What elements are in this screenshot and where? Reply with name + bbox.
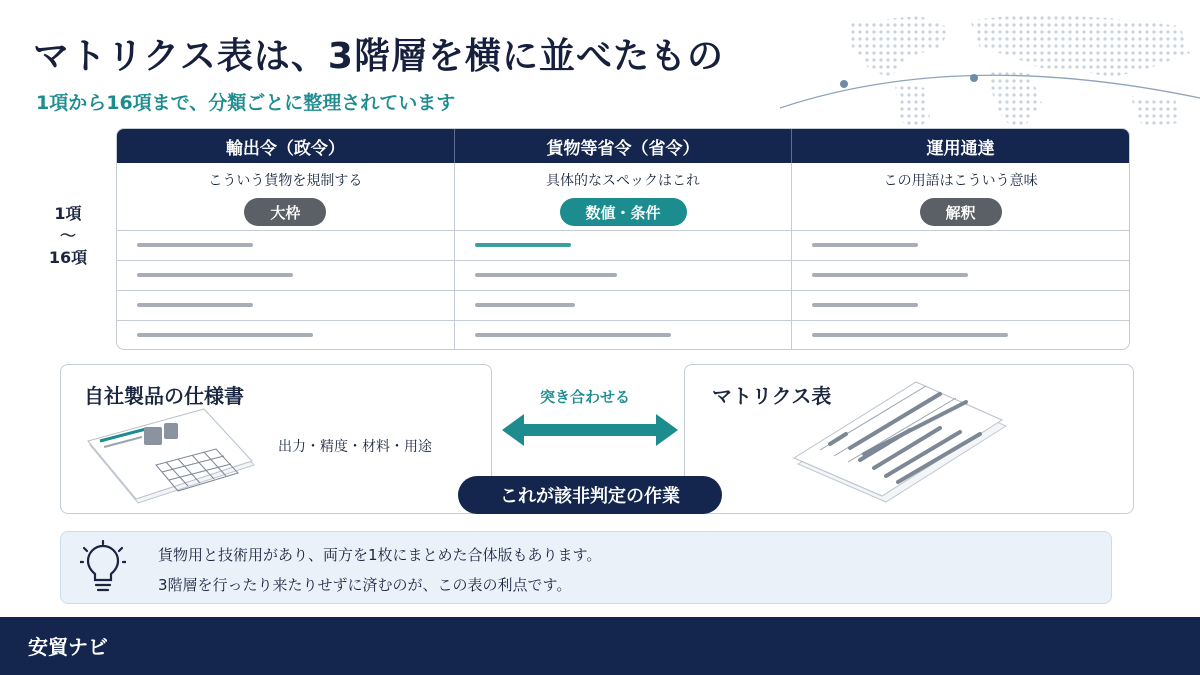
placeholder-line — [475, 333, 671, 337]
spec-items: 出力・精度・材料・用途 — [278, 439, 432, 455]
column-header-shourei: 貨物等省令（省令） — [455, 129, 793, 163]
document-icon — [86, 405, 256, 507]
brand-logo-text: 安貿ナビ — [28, 635, 108, 659]
page-subtitle: 1項から16項まで、分類ごとに整理されています — [36, 92, 456, 114]
double-arrow-icon — [502, 414, 678, 446]
placeholder-line — [475, 243, 571, 247]
placeholder-line — [812, 333, 1008, 337]
tag-badge: 数値・条件 — [560, 198, 687, 226]
placeholder-line — [137, 333, 313, 337]
column-description: 具体的なスペックはこれ — [546, 173, 700, 189]
placeholder-line — [812, 273, 968, 277]
placeholder-line — [475, 273, 617, 277]
placeholder-line — [812, 303, 918, 307]
matrix-header-row — [117, 129, 1129, 163]
column-description-shourei — [455, 163, 793, 230]
column-header-tsutatsu: 運用通達 — [926, 138, 995, 159]
placeholder-line — [137, 303, 253, 307]
matrix-description-row — [117, 163, 1129, 230]
column-description-seirei — [117, 163, 455, 230]
light-bulb-icon — [80, 540, 126, 596]
row-range-end: 16項 — [48, 248, 88, 267]
column-description: この用語はこういう意味 — [883, 173, 1038, 189]
placeholder-line — [812, 243, 918, 247]
document-icon — [790, 378, 1010, 503]
matrix-table — [116, 128, 1130, 350]
placeholder-line — [475, 303, 575, 307]
tag-badge: 解釈 — [920, 198, 1002, 226]
row-range-start: 1項 — [54, 204, 82, 223]
column-description-tsutatsu — [792, 163, 1129, 230]
placeholder-line — [137, 243, 253, 247]
page-title: マトリクス表は、3階層を横に並べたもの — [33, 36, 724, 77]
footer-bar — [0, 617, 1200, 675]
column-description: こういう貨物を規制する — [208, 173, 363, 189]
tip-line-1: 貨物用と技術用があり、両方を1枚にまとめた合体版もあります。 — [158, 546, 602, 564]
judgement-badge: これが該非判定の作業 — [458, 476, 722, 514]
matrix-box-title: マトリクス表 — [712, 384, 832, 408]
tip-line-2: 3階層を行ったり来たりせずに済むのが、この表の利点です。 — [158, 576, 572, 594]
row-range-label — [38, 203, 98, 269]
column-header-seirei: 輸出令（政令） — [117, 129, 455, 163]
table-row — [117, 230, 1129, 260]
tag-badge: 大枠 — [244, 198, 326, 226]
table-row — [117, 290, 1129, 320]
row-range-tilde: 〜 — [59, 226, 76, 245]
spec-sheet-title: 自社製品の仕様書 — [84, 384, 244, 408]
table-row — [117, 260, 1129, 290]
table-row — [117, 320, 1129, 350]
world-map-icon — [780, 8, 1200, 138]
match-label: 突き合わせる — [540, 388, 631, 406]
placeholder-line — [137, 273, 293, 277]
